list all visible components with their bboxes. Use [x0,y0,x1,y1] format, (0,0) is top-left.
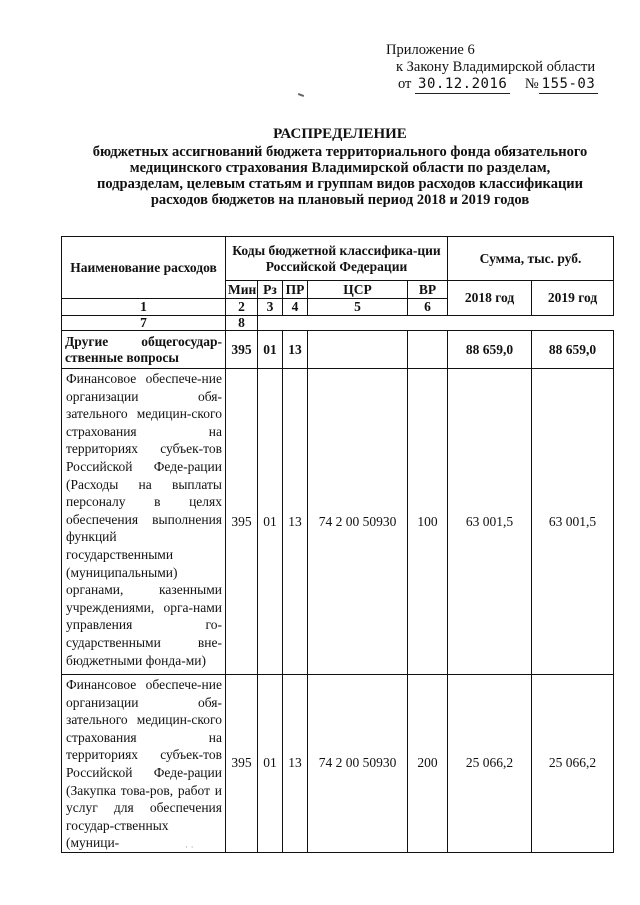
row-csr: 74 2 00 50930 [308,675,408,853]
row-sum-2019: 25 066,2 [532,675,614,853]
law-date: 30.12.2016 [415,76,510,94]
stray-mark [298,93,304,97]
row-vr [408,331,448,369]
row-min: 395 [226,331,258,369]
col-number: 2 [226,299,258,316]
appendix-title: Приложение 6 [386,42,475,58]
row-csr: 74 2 00 50930 [308,369,408,675]
heading-line: бюджетных ассигнований бюджета территориального фонда обязательного [92,144,588,160]
header-min: Мин [226,281,258,299]
row-pr: 13 [283,369,308,675]
row-min: 395 [226,675,258,853]
appendix-date-line [386,76,626,94]
row-min: 395 [226,369,258,675]
table-row [62,675,614,853]
row-sum-2019: 88 659,0 [532,331,614,369]
row-csr [308,331,408,369]
header-vr: ВР [408,281,448,299]
heading-line: медицинского страхования Владимирской области по разделам, [129,160,551,176]
row-rz: 01 [258,369,283,675]
row-rz: 01 [258,331,283,369]
col-number: 7 [62,316,226,331]
row-name: Другие общегосудар-ственные вопросы [62,331,226,369]
scan-artifact: · · [185,843,194,853]
appendix-law: к Закону Владимирской области [396,59,596,75]
col-number: 8 [226,316,258,331]
header-sum: Сумма, тыс. руб. [448,237,614,281]
row-sum-2018: 63 001,5 [448,369,532,675]
row-name: Финансовое обеспече-ние организации обя-зательного медицин-ского страхования на территориях субъек-тов Российской Феде-рации (Расходы на выплаты персоналу в целях обеспечения выполнения функций государственными (муниципальными) органами, казенными учреждениями, орга-нами управления го-сударственными вне-бюджетными фонда-ми) [62,369,226,675]
header-2019: 2019 год [532,281,614,316]
header-name: Наименование расходов [62,237,226,299]
law-number: 155-03 [539,76,599,94]
row-sum-2018: 25 066,2 [448,675,532,853]
number-label: № [524,76,539,92]
row-pr: 13 [283,675,308,853]
col-number: 3 [258,299,283,316]
heading-line: расходов бюджетов на плановый период 2018 и 2019 годов [150,192,530,208]
row-pr: 13 [283,331,308,369]
row-vr: 100 [408,369,448,675]
row-sum-2019: 63 001,5 [532,369,614,675]
col-number: 6 [408,299,448,316]
from-label: от [398,76,412,92]
row-sum-2018: 88 659,0 [448,331,532,369]
col-number: 1 [62,299,226,316]
table-row [62,331,614,369]
row-name: Финансовое обеспече-ние организации обя-зательного медицин-ского страхования на территориях субъек-тов Российской Феде-рации (Закупка това-ров, работ и услуг для обеспечения государ-ственных (муници- [62,675,226,853]
col-number: 5 [308,299,408,316]
document-title: РАСПРЕДЕЛЕНИЕ [273,126,407,142]
document-heading [70,126,610,208]
budget-table [61,236,614,853]
header-csr: ЦСР [308,281,408,299]
header-codes: Коды бюджетной классифика-ции Российской Федерации [226,237,448,281]
header-pr: ПР [283,281,308,299]
row-rz: 01 [258,675,283,853]
table-row [62,369,614,675]
header-2018: 2018 год [448,281,532,316]
appendix-block [386,42,626,94]
row-vr: 200 [408,675,448,853]
header-rz: Рз [258,281,283,299]
heading-line: подразделам, целевым статьям и группам видов расходов классификации [96,176,584,192]
col-number: 4 [283,299,308,316]
